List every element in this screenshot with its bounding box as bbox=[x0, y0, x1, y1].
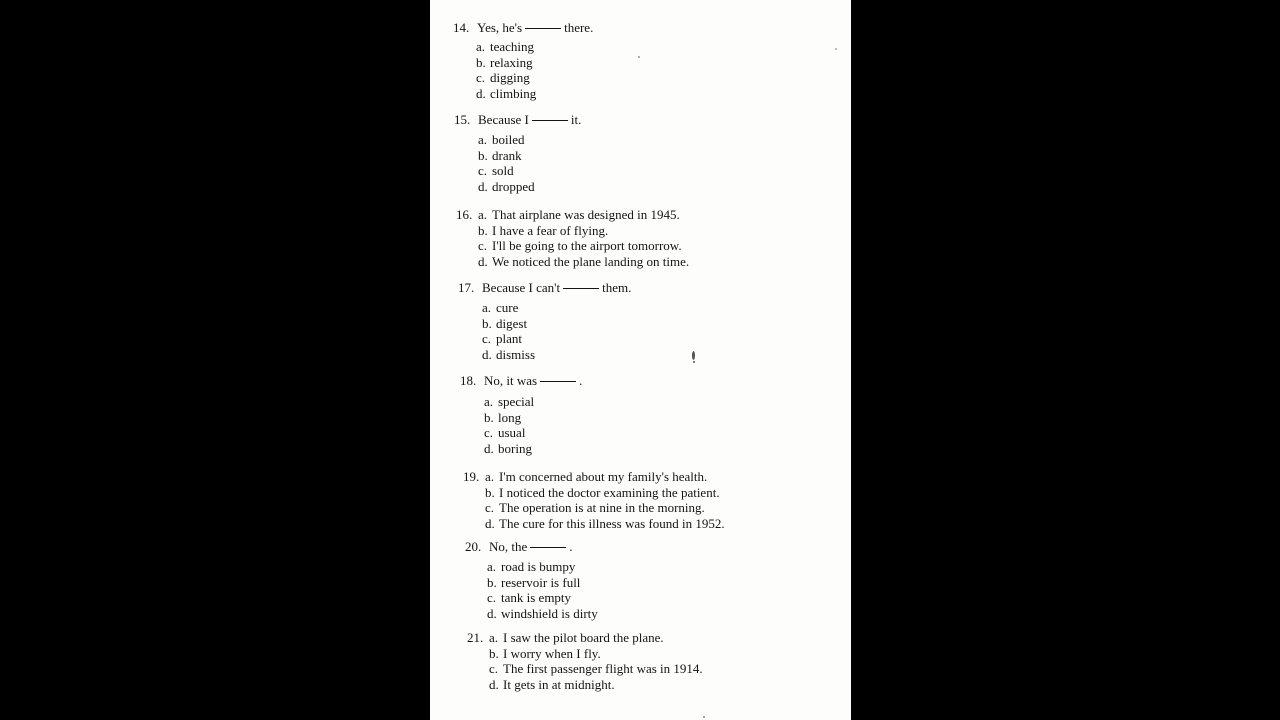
option-a: a. special bbox=[484, 394, 535, 409]
question-number: 17. bbox=[458, 280, 475, 295]
options-list bbox=[484, 394, 534, 456]
option-c: c. usual bbox=[484, 425, 526, 441]
option-c: c. I'll be going to the airport tomorrow. bbox=[478, 238, 682, 254]
stem-text: . bbox=[569, 539, 573, 554]
option-b: b. I noticed the doctor examining the patient. bbox=[485, 484, 720, 500]
options-list bbox=[485, 469, 725, 531]
stem-text: . bbox=[579, 373, 583, 388]
option-b: b. digest bbox=[482, 315, 528, 331]
stem-text: them. bbox=[602, 280, 632, 295]
question-number: 14. bbox=[453, 20, 470, 35]
option-a: a. cure bbox=[482, 300, 519, 315]
scanned-test-page bbox=[430, 0, 851, 720]
stem-text: it. bbox=[570, 112, 582, 127]
option-a: a. I saw the pilot board the plane. bbox=[489, 630, 664, 645]
question-stem bbox=[465, 539, 573, 555]
option-b: b. relaxing bbox=[476, 54, 533, 70]
option-b: b. reservoir is full bbox=[487, 574, 581, 590]
options-list bbox=[476, 39, 536, 101]
answer-blank bbox=[530, 547, 566, 548]
question-number-line bbox=[463, 469, 487, 485]
question-stem bbox=[460, 373, 582, 389]
question-number: 18. bbox=[460, 373, 477, 388]
answer-blank bbox=[540, 381, 576, 382]
option-b: b. drank bbox=[478, 147, 522, 163]
options-list bbox=[478, 132, 535, 194]
question-number: 16. bbox=[456, 207, 473, 222]
option-c: c. sold bbox=[478, 163, 514, 179]
scan-speck bbox=[692, 351, 695, 360]
answer-blank bbox=[563, 288, 599, 289]
answer-blank bbox=[525, 28, 561, 29]
scan-speck bbox=[638, 56, 640, 58]
question-number: 15. bbox=[454, 112, 471, 127]
option-a: a. boiled bbox=[478, 132, 525, 147]
stem-text: Because I can't bbox=[482, 280, 561, 295]
options-list bbox=[482, 300, 535, 362]
option-b: b. I have a fear of flying. bbox=[478, 222, 609, 238]
scan-speck bbox=[703, 716, 705, 718]
option-d: d. We noticed the plane landing on time. bbox=[478, 253, 690, 269]
option-c: c. plant bbox=[482, 331, 522, 347]
options-list bbox=[478, 207, 689, 269]
stem-text: Yes, he's bbox=[477, 20, 523, 35]
answer-blank bbox=[532, 120, 568, 121]
question-number: 21. bbox=[467, 630, 484, 645]
option-a: a. road is bumpy bbox=[487, 559, 576, 574]
question-number-line bbox=[456, 207, 480, 223]
option-d: d. The cure for this illness was found in 1952. bbox=[485, 515, 725, 531]
options-list bbox=[487, 559, 598, 621]
option-d: d. It gets in at midnight. bbox=[489, 676, 615, 692]
option-d: d. climbing bbox=[476, 85, 537, 101]
stem-text: No, the bbox=[489, 539, 528, 554]
option-a: a. teaching bbox=[476, 39, 535, 54]
option-c: c. digging bbox=[476, 70, 530, 86]
option-a: a. I'm concerned about my family's health. bbox=[485, 469, 708, 484]
option-b: b. I worry when I fly. bbox=[489, 645, 601, 661]
scan-speck bbox=[835, 48, 837, 50]
question-stem bbox=[453, 20, 593, 36]
option-c: c. The first passenger flight was in 1914. bbox=[489, 661, 703, 677]
question-stem bbox=[458, 280, 631, 296]
option-d: d. windshield is dirty bbox=[487, 605, 598, 621]
stem-text: there. bbox=[564, 20, 594, 35]
question-stem bbox=[454, 112, 581, 128]
option-d: d. dropped bbox=[478, 178, 535, 194]
stem-text: No, it was bbox=[484, 373, 538, 388]
question-number: 19. bbox=[463, 469, 480, 484]
question-number: 20. bbox=[465, 539, 482, 554]
options-list bbox=[489, 630, 703, 692]
question-number-line bbox=[467, 630, 491, 646]
scan-speck bbox=[693, 361, 695, 363]
option-a: a. That airplane was designed in 1945. bbox=[478, 207, 680, 222]
option-d: d. boring bbox=[484, 440, 532, 456]
option-c: c. The operation is at nine in the morning. bbox=[485, 500, 705, 516]
option-d: d. dismiss bbox=[482, 346, 536, 362]
option-b: b. long bbox=[484, 409, 522, 425]
option-c: c. tank is empty bbox=[487, 590, 572, 606]
stem-text: Because I bbox=[478, 112, 529, 127]
